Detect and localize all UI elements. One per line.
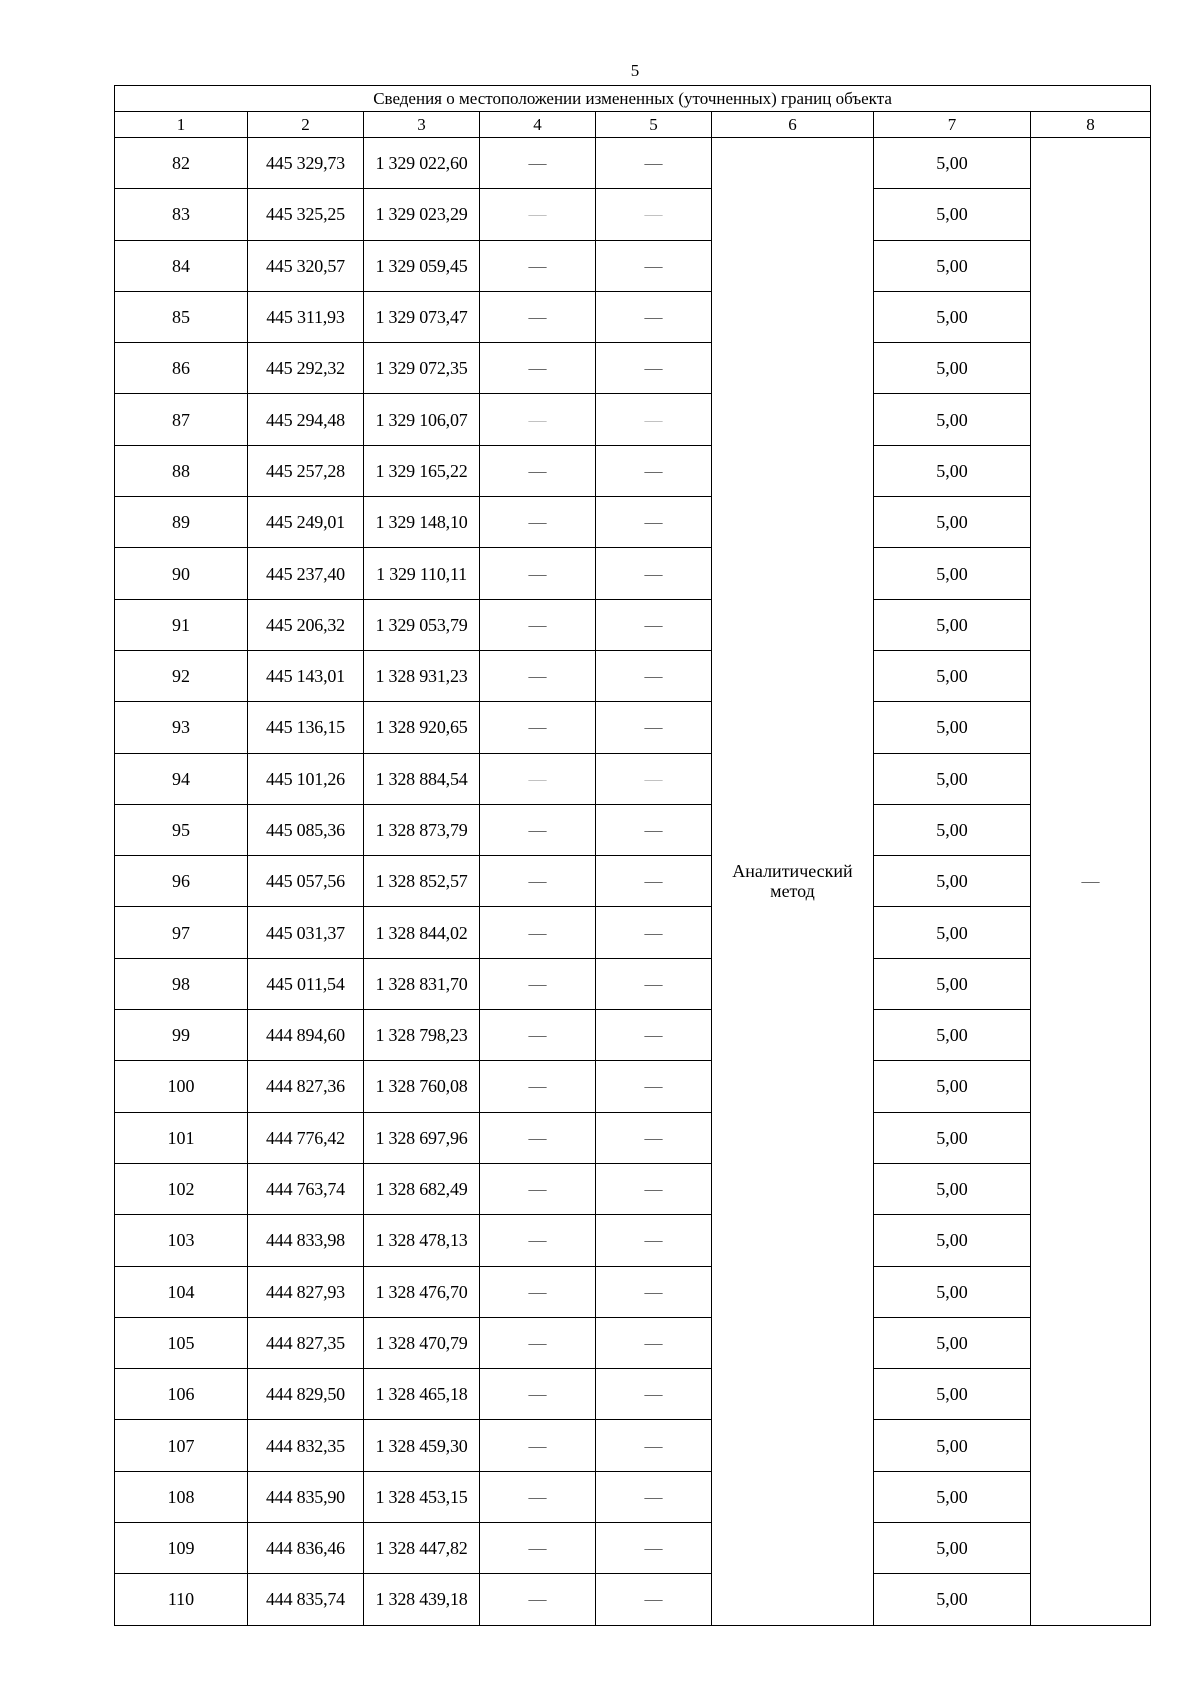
table-row <box>115 1112 1151 1163</box>
table-row <box>115 548 1151 599</box>
point-number: 110 <box>115 1574 248 1625</box>
point-number: 106 <box>115 1369 248 1420</box>
column-4-value: — <box>480 394 596 445</box>
table-row <box>115 394 1151 445</box>
point-number: 97 <box>115 907 248 958</box>
table-row <box>115 1010 1151 1061</box>
column-4-value: — <box>480 240 596 291</box>
column-4-value: — <box>480 1061 596 1112</box>
column-4-value: — <box>480 958 596 1009</box>
coordinate-x: 444 836,46 <box>248 1523 364 1574</box>
table-caption: Сведения о местоположении измененных (уточненных) границ объекта <box>115 86 1151 112</box>
table-row <box>115 138 1151 189</box>
coordinate-y: 1 329 023,29 <box>364 189 480 240</box>
coordinate-x: 445 249,01 <box>248 497 364 548</box>
column-5-value: — <box>596 804 712 855</box>
column-4-value: — <box>480 702 596 753</box>
column-5-value: — <box>596 548 712 599</box>
accuracy-value: 5,00 <box>874 291 1031 342</box>
page-number: 5 <box>630 61 640 80</box>
point-number: 85 <box>115 291 248 342</box>
column-number: 1 <box>115 112 248 138</box>
point-number: 90 <box>115 548 248 599</box>
table-row <box>115 1574 1151 1625</box>
coordinate-y: 1 329 073,47 <box>364 291 480 342</box>
point-number: 87 <box>115 394 248 445</box>
point-number: 109 <box>115 1523 248 1574</box>
column-5-value: — <box>596 958 712 1009</box>
coordinate-y: 1 329 106,07 <box>364 394 480 445</box>
coordinate-y: 1 328 447,82 <box>364 1523 480 1574</box>
accuracy-value: 5,00 <box>874 497 1031 548</box>
coordinate-y: 1 328 873,79 <box>364 804 480 855</box>
accuracy-value: 5,00 <box>874 702 1031 753</box>
column-4-value: — <box>480 1010 596 1061</box>
column-5-value: — <box>596 1523 712 1574</box>
accuracy-value: 5,00 <box>874 1112 1031 1163</box>
table-row <box>115 343 1151 394</box>
accuracy-value: 5,00 <box>874 548 1031 599</box>
coordinate-y: 1 328 697,96 <box>364 1112 480 1163</box>
coordinate-x: 445 057,56 <box>248 856 364 907</box>
column-5-value: — <box>596 291 712 342</box>
column-4-value: — <box>480 753 596 804</box>
point-number: 84 <box>115 240 248 291</box>
column-4-value: — <box>480 1523 596 1574</box>
column-number: 8 <box>1031 112 1151 138</box>
accuracy-value: 5,00 <box>874 1369 1031 1420</box>
coordinate-y: 1 328 844,02 <box>364 907 480 958</box>
coordinate-x: 445 320,57 <box>248 240 364 291</box>
table-row <box>115 1163 1151 1214</box>
table-row <box>115 650 1151 701</box>
coordinate-x: 444 776,42 <box>248 1112 364 1163</box>
column-5-value: — <box>596 189 712 240</box>
coordinate-x: 445 292,32 <box>248 343 364 394</box>
coordinate-x: 444 763,74 <box>248 1163 364 1214</box>
accuracy-value: 5,00 <box>874 1574 1031 1625</box>
point-number: 100 <box>115 1061 248 1112</box>
column-4-value: — <box>480 1215 596 1266</box>
coordinate-y: 1 329 059,45 <box>364 240 480 291</box>
column-5-value: — <box>596 445 712 496</box>
column-4-value: — <box>480 1574 596 1625</box>
table-row <box>115 445 1151 496</box>
table-row <box>115 1215 1151 1266</box>
column-5-value: — <box>596 394 712 445</box>
coordinate-x: 445 101,26 <box>248 753 364 804</box>
column-4-value: — <box>480 650 596 701</box>
table-caption-row <box>115 86 1151 112</box>
table-row <box>115 1420 1151 1471</box>
coordinate-x: 445 311,93 <box>248 291 364 342</box>
accuracy-value: 5,00 <box>874 753 1031 804</box>
point-number: 99 <box>115 1010 248 1061</box>
column-5-value: — <box>596 497 712 548</box>
table-row <box>115 1317 1151 1368</box>
column-5-value: — <box>596 753 712 804</box>
column-4-value: — <box>480 1163 596 1214</box>
point-number: 86 <box>115 343 248 394</box>
point-number: 94 <box>115 753 248 804</box>
column-4-value: — <box>480 291 596 342</box>
accuracy-value: 5,00 <box>874 240 1031 291</box>
coordinate-y: 1 328 682,49 <box>364 1163 480 1214</box>
column-5-value: — <box>596 138 712 189</box>
coordinate-x: 444 827,93 <box>248 1266 364 1317</box>
column-4-value: — <box>480 343 596 394</box>
column-number: 5 <box>596 112 712 138</box>
accuracy-value: 5,00 <box>874 1061 1031 1112</box>
column-8-value: — <box>1031 138 1151 1626</box>
coordinate-x: 445 011,54 <box>248 958 364 1009</box>
coordinate-y: 1 329 165,22 <box>364 445 480 496</box>
table-body <box>115 86 1151 1626</box>
column-4-value: — <box>480 497 596 548</box>
column-5-value: — <box>596 1420 712 1471</box>
point-number: 103 <box>115 1215 248 1266</box>
column-number: 7 <box>874 112 1031 138</box>
point-number: 83 <box>115 189 248 240</box>
point-number: 93 <box>115 702 248 753</box>
coordinate-y: 1 328 760,08 <box>364 1061 480 1112</box>
coordinate-y: 1 328 884,54 <box>364 753 480 804</box>
table-row <box>115 702 1151 753</box>
table-row <box>115 189 1151 240</box>
column-4-value: — <box>480 856 596 907</box>
column-5-value: — <box>596 1574 712 1625</box>
column-5-value: — <box>596 1215 712 1266</box>
coordinate-x: 445 136,15 <box>248 702 364 753</box>
boundary-coordinates-table <box>114 85 1151 1626</box>
coordinate-y: 1 329 072,35 <box>364 343 480 394</box>
column-number: 4 <box>480 112 596 138</box>
column-5-value: — <box>596 1061 712 1112</box>
table-row <box>115 804 1151 855</box>
coordinate-y: 1 328 476,70 <box>364 1266 480 1317</box>
method-cell <box>712 138 874 1626</box>
table-row <box>115 856 1151 907</box>
accuracy-value: 5,00 <box>874 138 1031 189</box>
column-number: 3 <box>364 112 480 138</box>
accuracy-value: 5,00 <box>874 445 1031 496</box>
column-4-value: — <box>480 804 596 855</box>
coordinate-x: 445 257,28 <box>248 445 364 496</box>
table-row <box>115 1369 1151 1420</box>
column-4-value: — <box>480 548 596 599</box>
column-4-value: — <box>480 189 596 240</box>
coordinate-y: 1 328 459,30 <box>364 1420 480 1471</box>
accuracy-value: 5,00 <box>874 1215 1031 1266</box>
column-4-value: — <box>480 599 596 650</box>
accuracy-value: 5,00 <box>874 804 1031 855</box>
coordinate-y: 1 329 148,10 <box>364 497 480 548</box>
coordinate-x: 445 237,40 <box>248 548 364 599</box>
accuracy-value: 5,00 <box>874 1010 1031 1061</box>
coordinate-x: 445 031,37 <box>248 907 364 958</box>
column-5-value: — <box>596 1317 712 1368</box>
table-row <box>115 1523 1151 1574</box>
coordinate-x: 444 894,60 <box>248 1010 364 1061</box>
accuracy-value: 5,00 <box>874 1317 1031 1368</box>
table-row <box>115 958 1151 1009</box>
table-row <box>115 497 1151 548</box>
accuracy-value: 5,00 <box>874 856 1031 907</box>
coordinate-y: 1 328 470,79 <box>364 1317 480 1368</box>
coordinate-y: 1 329 053,79 <box>364 599 480 650</box>
table-row <box>115 753 1151 804</box>
coordinate-y: 1 329 110,11 <box>364 548 480 599</box>
method-label-line-1: Аналитический <box>732 861 853 882</box>
point-number: 101 <box>115 1112 248 1163</box>
accuracy-value: 5,00 <box>874 907 1031 958</box>
column-5-value: — <box>596 343 712 394</box>
coordinate-x: 445 329,73 <box>248 138 364 189</box>
column-4-value: — <box>480 1471 596 1522</box>
table-row <box>115 291 1151 342</box>
accuracy-value: 5,00 <box>874 1266 1031 1317</box>
table-row <box>115 907 1151 958</box>
column-4-value: — <box>480 907 596 958</box>
accuracy-value: 5,00 <box>874 1523 1031 1574</box>
coordinate-x: 444 827,35 <box>248 1317 364 1368</box>
accuracy-value: 5,00 <box>874 650 1031 701</box>
column-4-value: — <box>480 1317 596 1368</box>
column-5-value: — <box>596 1471 712 1522</box>
table-row <box>115 1061 1151 1112</box>
point-number: 105 <box>115 1317 248 1368</box>
point-number: 82 <box>115 138 248 189</box>
accuracy-value: 5,00 <box>874 958 1031 1009</box>
table-row <box>115 1471 1151 1522</box>
coordinate-y: 1 328 798,23 <box>364 1010 480 1061</box>
coordinate-x: 445 143,01 <box>248 650 364 701</box>
table-row <box>115 240 1151 291</box>
coordinate-x: 445 294,48 <box>248 394 364 445</box>
table-row <box>115 599 1151 650</box>
coordinate-y: 1 328 465,18 <box>364 1369 480 1420</box>
column-number: 2 <box>248 112 364 138</box>
point-number: 91 <box>115 599 248 650</box>
column-5-value: — <box>596 1112 712 1163</box>
accuracy-value: 5,00 <box>874 1163 1031 1214</box>
column-4-value: — <box>480 445 596 496</box>
coordinate-x: 444 835,90 <box>248 1471 364 1522</box>
coordinate-x: 444 829,50 <box>248 1369 364 1420</box>
table-row <box>115 1266 1151 1317</box>
column-5-value: — <box>596 1010 712 1061</box>
accuracy-value: 5,00 <box>874 1471 1031 1522</box>
column-4-value: — <box>480 1420 596 1471</box>
column-5-value: — <box>596 1266 712 1317</box>
column-5-value: — <box>596 856 712 907</box>
accuracy-value: 5,00 <box>874 1420 1031 1471</box>
column-4-value: — <box>480 1369 596 1420</box>
column-5-value: — <box>596 907 712 958</box>
accuracy-value: 5,00 <box>874 189 1031 240</box>
coordinate-x: 444 833,98 <box>248 1215 364 1266</box>
point-number: 102 <box>115 1163 248 1214</box>
point-number: 95 <box>115 804 248 855</box>
coordinate-y: 1 328 920,65 <box>364 702 480 753</box>
column-4-value: — <box>480 1266 596 1317</box>
coordinate-y: 1 328 831,70 <box>364 958 480 1009</box>
point-number: 92 <box>115 650 248 701</box>
column-5-value: — <box>596 240 712 291</box>
point-number: 89 <box>115 497 248 548</box>
coordinate-y: 1 328 852,57 <box>364 856 480 907</box>
column-number-row <box>115 112 1151 138</box>
column-5-value: — <box>596 702 712 753</box>
point-number: 96 <box>115 856 248 907</box>
column-4-value: — <box>480 1112 596 1163</box>
coordinate-x: 444 832,35 <box>248 1420 364 1471</box>
point-number: 107 <box>115 1420 248 1471</box>
method-label-line-2: метод <box>770 881 815 902</box>
coordinate-x: 445 085,36 <box>248 804 364 855</box>
point-number: 108 <box>115 1471 248 1522</box>
coordinate-x: 445 325,25 <box>248 189 364 240</box>
coordinate-x: 444 827,36 <box>248 1061 364 1112</box>
coordinate-y: 1 328 453,15 <box>364 1471 480 1522</box>
column-5-value: — <box>596 1369 712 1420</box>
point-number: 88 <box>115 445 248 496</box>
accuracy-value: 5,00 <box>874 394 1031 445</box>
column-number: 6 <box>712 112 874 138</box>
coordinate-y: 1 328 478,13 <box>364 1215 480 1266</box>
accuracy-value: 5,00 <box>874 343 1031 394</box>
column-5-value: — <box>596 650 712 701</box>
coordinate-x: 445 206,32 <box>248 599 364 650</box>
coordinate-x: 444 835,74 <box>248 1574 364 1625</box>
point-number: 98 <box>115 958 248 1009</box>
coordinate-y: 1 328 931,23 <box>364 650 480 701</box>
coordinate-y: 1 329 022,60 <box>364 138 480 189</box>
coordinate-y: 1 328 439,18 <box>364 1574 480 1625</box>
column-4-value: — <box>480 138 596 189</box>
column-5-value: — <box>596 1163 712 1214</box>
point-number: 104 <box>115 1266 248 1317</box>
accuracy-value: 5,00 <box>874 599 1031 650</box>
column-5-value: — <box>596 599 712 650</box>
